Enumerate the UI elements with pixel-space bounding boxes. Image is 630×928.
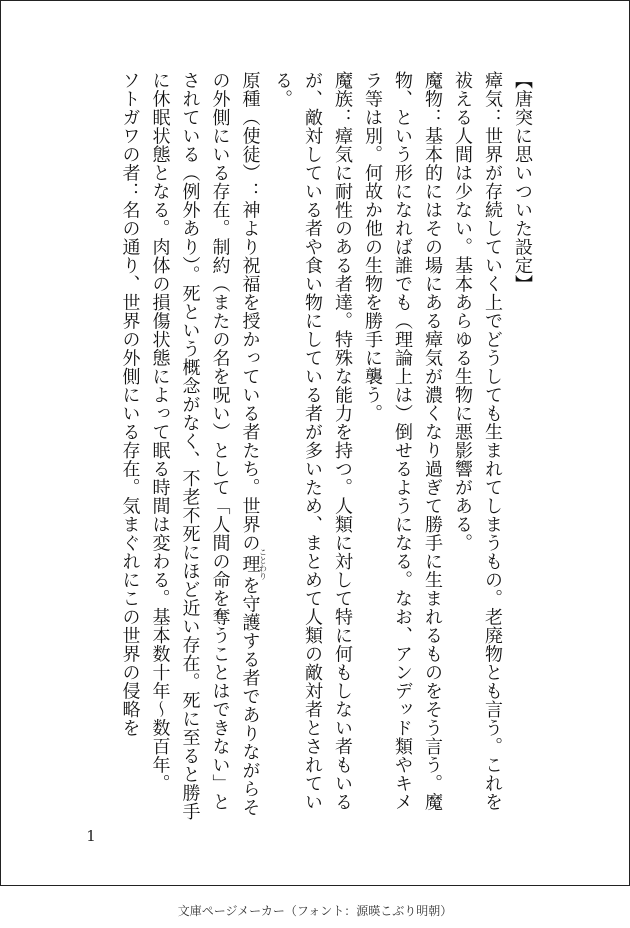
section-heading: 【唐突に思いついた設定】: [512, 71, 533, 293]
paragraph-mamono: 魔物：基本的にはその場にある瘴気が濃くなり過ぎて勝手に生まれるものをそう言う。魔物、という形になれば誰でも（理論上は）倒せるようになる。なお、アンデッド類やキメラ等は別。何故か他の生物を勝手に襲う。: [362, 71, 443, 811]
page-number: 1: [86, 827, 96, 845]
paragraph-mazoku: 魔族：瘴気に耐性のある者達。特殊な能力を持つ。人類に対して特に何もしない者もいるが、敵対している者や食い物にしている者が多いため、まとめて人類の敵対者とされている。: [272, 71, 353, 811]
vertical-text-body: [85, 71, 537, 823]
genshu-text-after: を守護する者でありながらその外側にいる存在。制約（またの名を呪い）として「人間の命を奪うことはできない」とされている（例外あり）。死という概念がなく、不老不死にほど近い存在。死に至ると勝手に休眠状態となる。肉体の損傷状態によって眠る時間は変わる。基本数十年～数百年。: [149, 71, 261, 821]
paragraph-sotogawa: ソトガワの者：名の通り、世界の外側にいる存在。気まぐれにこの世界の侵略を: [119, 71, 141, 737]
paragraph-genshu: [145, 71, 268, 823]
genshu-text-before: 原種（使徒）：神より祝福を授かっている者たち。世界の: [239, 71, 261, 552]
paragraph-shoki: 瘴気：世界が存続していく上でどうしても生まれてしまうもの。老廃物とも言う。これを祓える人間は少ない。基本あらゆる生物に悪影響がある。: [452, 71, 503, 811]
ruby-reading: ことわり: [258, 548, 268, 580]
ruby-base: 理: [239, 548, 261, 580]
ruby-kotowari: [239, 548, 268, 580]
footer-credit: 文庫ページメーカー（フォント：源暎こぶり明朝）: [177, 904, 453, 918]
